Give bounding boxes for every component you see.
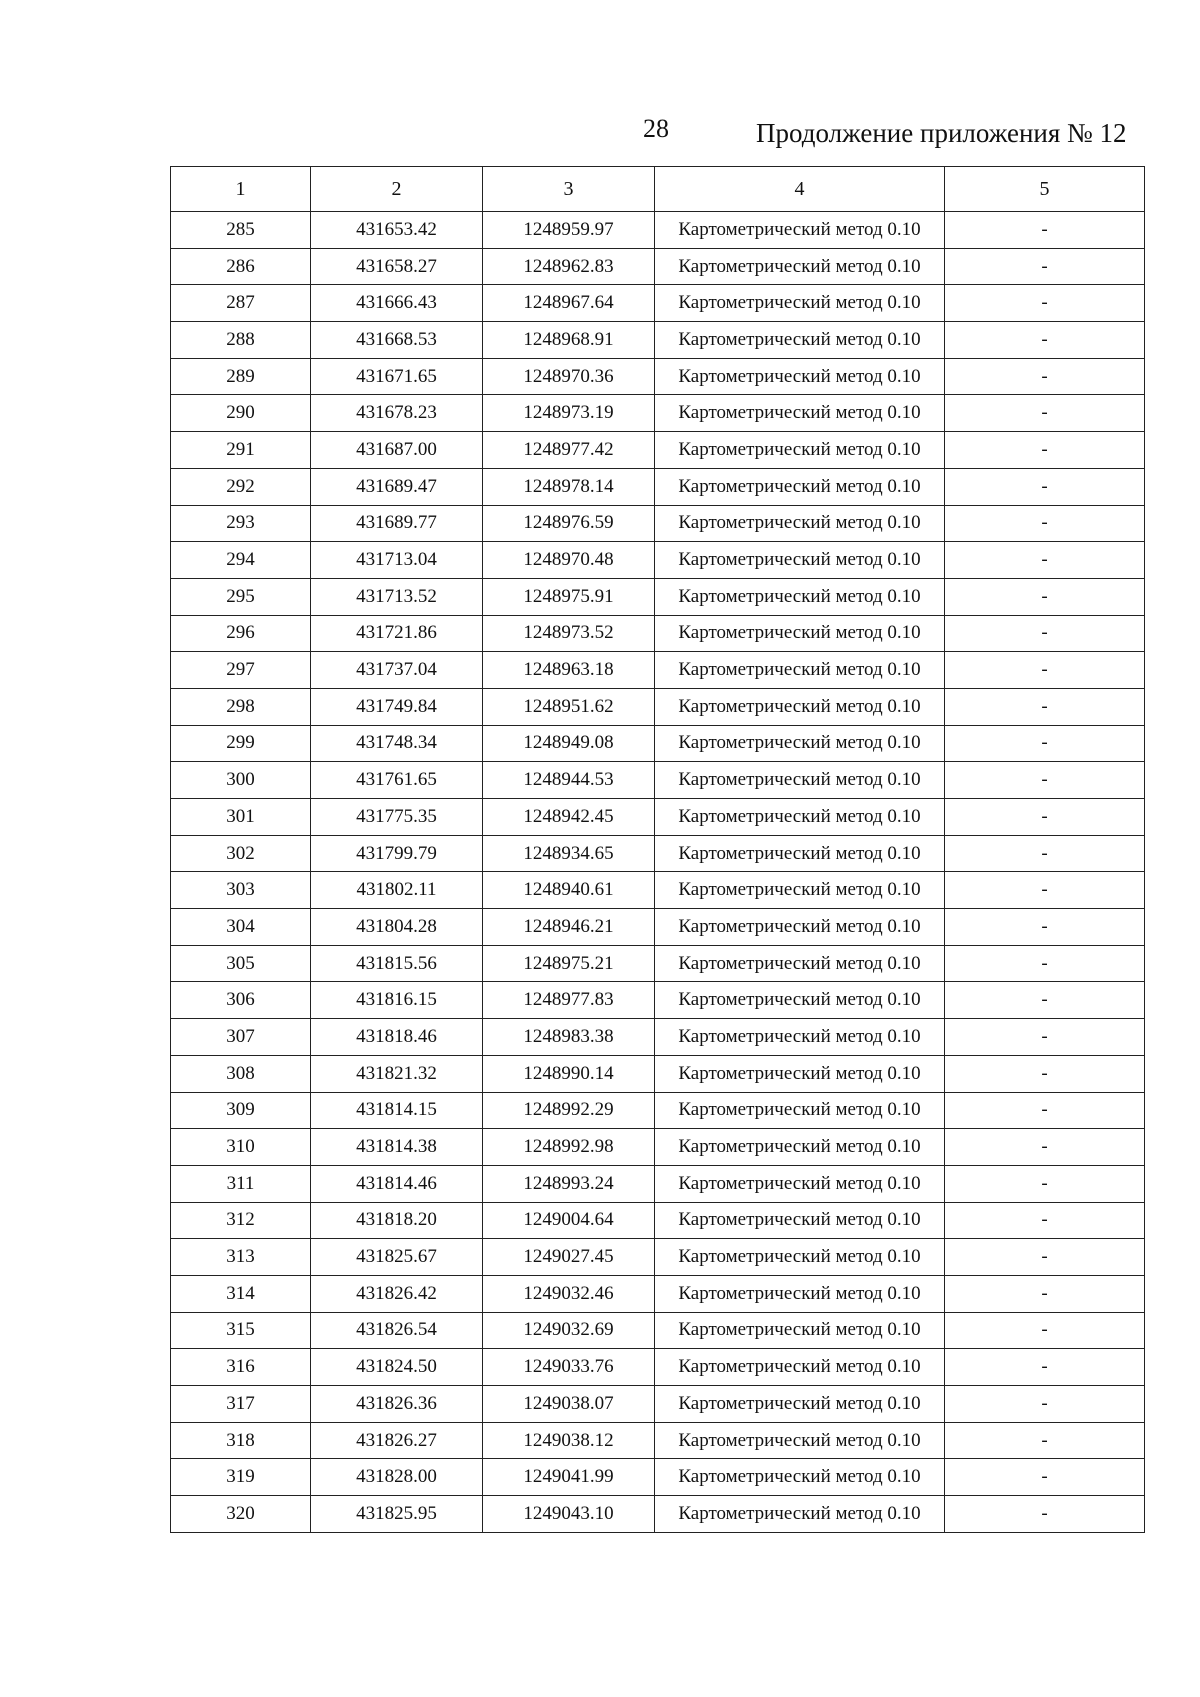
table-row [171, 688, 1145, 725]
column-header: 2 [311, 167, 483, 212]
y-coordinate-cell: 1248973.52 [483, 615, 655, 652]
point-number-cell: 292 [171, 468, 311, 505]
table-row [171, 285, 1145, 322]
y-coordinate-cell: 1248977.42 [483, 432, 655, 469]
y-coordinate-cell: 1248973.19 [483, 395, 655, 432]
method-cell: Картометрический метод 0.10 [655, 1092, 945, 1129]
table-row [171, 1459, 1145, 1496]
method-cell: Картометрический метод 0.10 [655, 542, 945, 579]
note-cell: - [945, 542, 1145, 579]
x-coordinate-cell: 431749.84 [311, 688, 483, 725]
table-row [171, 652, 1145, 689]
method-cell: Картометрический метод 0.10 [655, 358, 945, 395]
x-coordinate-cell: 431825.95 [311, 1496, 483, 1533]
y-coordinate-cell: 1249033.76 [483, 1349, 655, 1386]
x-coordinate-cell: 431737.04 [311, 652, 483, 689]
table-row [171, 578, 1145, 615]
x-coordinate-cell: 431818.46 [311, 1019, 483, 1056]
x-coordinate-cell: 431816.15 [311, 982, 483, 1019]
y-coordinate-cell: 1249038.12 [483, 1422, 655, 1459]
x-coordinate-cell: 431814.38 [311, 1129, 483, 1166]
x-coordinate-cell: 431826.42 [311, 1275, 483, 1312]
y-coordinate-cell: 1248944.53 [483, 762, 655, 799]
note-cell: - [945, 1055, 1145, 1092]
method-cell: Картометрический метод 0.10 [655, 1019, 945, 1056]
y-coordinate-cell: 1248967.64 [483, 285, 655, 322]
y-coordinate-cell: 1249043.10 [483, 1496, 655, 1533]
table-row [171, 1019, 1145, 1056]
x-coordinate-cell: 431821.32 [311, 1055, 483, 1092]
method-cell: Картометрический метод 0.10 [655, 395, 945, 432]
point-number-cell: 315 [171, 1312, 311, 1349]
method-cell: Картометрический метод 0.10 [655, 578, 945, 615]
method-cell: Картометрический метод 0.10 [655, 1422, 945, 1459]
point-number-cell: 305 [171, 945, 311, 982]
note-cell: - [945, 1459, 1145, 1496]
note-cell: - [945, 799, 1145, 836]
method-cell: Картометрический метод 0.10 [655, 1239, 945, 1276]
note-cell: - [945, 358, 1145, 395]
y-coordinate-cell: 1248993.24 [483, 1165, 655, 1202]
y-coordinate-cell: 1248942.45 [483, 799, 655, 836]
column-header: 3 [483, 167, 655, 212]
method-cell: Картометрический метод 0.10 [655, 1312, 945, 1349]
point-number-cell: 317 [171, 1386, 311, 1423]
method-cell: Картометрический метод 0.10 [655, 1129, 945, 1166]
note-cell: - [945, 762, 1145, 799]
point-number-cell: 298 [171, 688, 311, 725]
y-coordinate-cell: 1249027.45 [483, 1239, 655, 1276]
appendix-title: Продолжение приложения № 12 [756, 118, 1127, 148]
note-cell: - [945, 615, 1145, 652]
method-cell: Картометрический метод 0.10 [655, 1055, 945, 1092]
note-cell: - [945, 688, 1145, 725]
x-coordinate-cell: 431775.35 [311, 799, 483, 836]
x-coordinate-cell: 431826.54 [311, 1312, 483, 1349]
x-coordinate-cell: 431814.46 [311, 1165, 483, 1202]
x-coordinate-cell: 431658.27 [311, 248, 483, 285]
method-cell: Картометрический метод 0.10 [655, 1275, 945, 1312]
y-coordinate-cell: 1248946.21 [483, 909, 655, 946]
x-coordinate-cell: 431668.53 [311, 322, 483, 359]
y-coordinate-cell: 1248992.98 [483, 1129, 655, 1166]
point-number-cell: 293 [171, 505, 311, 542]
note-cell: - [945, 322, 1145, 359]
table-row [171, 1349, 1145, 1386]
table-row [171, 542, 1145, 579]
x-coordinate-cell: 431678.23 [311, 395, 483, 432]
table-row [171, 872, 1145, 909]
note-cell: - [945, 1202, 1145, 1239]
method-cell: Картометрический метод 0.10 [655, 799, 945, 836]
method-cell: Картометрический метод 0.10 [655, 725, 945, 762]
x-coordinate-cell: 431826.27 [311, 1422, 483, 1459]
table-row [171, 615, 1145, 652]
note-cell: - [945, 578, 1145, 615]
y-coordinate-cell: 1248978.14 [483, 468, 655, 505]
table-row [171, 322, 1145, 359]
point-number-cell: 307 [171, 1019, 311, 1056]
method-cell: Картометрический метод 0.10 [655, 1349, 945, 1386]
note-cell: - [945, 505, 1145, 542]
y-coordinate-cell: 1248949.08 [483, 725, 655, 762]
point-number-cell: 285 [171, 212, 311, 249]
note-cell: - [945, 982, 1145, 1019]
point-number-cell: 294 [171, 542, 311, 579]
point-number-cell: 313 [171, 1239, 311, 1276]
point-number-cell: 286 [171, 248, 311, 285]
table-row [171, 762, 1145, 799]
note-cell: - [945, 395, 1145, 432]
table-row [171, 1275, 1145, 1312]
method-cell: Картометрический метод 0.10 [655, 468, 945, 505]
note-cell: - [945, 432, 1145, 469]
page-number: 28 [643, 114, 669, 143]
y-coordinate-cell: 1249004.64 [483, 1202, 655, 1239]
x-coordinate-cell: 431814.15 [311, 1092, 483, 1129]
point-number-cell: 310 [171, 1129, 311, 1166]
x-coordinate-cell: 431721.86 [311, 615, 483, 652]
method-cell: Картометрический метод 0.10 [655, 762, 945, 799]
table-body [171, 212, 1145, 1533]
table-row [171, 432, 1145, 469]
method-cell: Картометрический метод 0.10 [655, 432, 945, 469]
note-cell: - [945, 1386, 1145, 1423]
note-cell: - [945, 1422, 1145, 1459]
table-row [171, 725, 1145, 762]
method-cell: Картометрический метод 0.10 [655, 1459, 945, 1496]
x-coordinate-cell: 431824.50 [311, 1349, 483, 1386]
table-row [171, 212, 1145, 249]
note-cell: - [945, 212, 1145, 249]
method-cell: Картометрический метод 0.10 [655, 1386, 945, 1423]
point-number-cell: 316 [171, 1349, 311, 1386]
x-coordinate-cell: 431799.79 [311, 835, 483, 872]
x-coordinate-cell: 431687.00 [311, 432, 483, 469]
y-coordinate-cell: 1248975.91 [483, 578, 655, 615]
note-cell: - [945, 1312, 1145, 1349]
table-row [171, 468, 1145, 505]
point-number-cell: 301 [171, 799, 311, 836]
method-cell: Картометрический метод 0.10 [655, 615, 945, 652]
y-coordinate-cell: 1249041.99 [483, 1459, 655, 1496]
note-cell: - [945, 248, 1145, 285]
y-coordinate-cell: 1248970.48 [483, 542, 655, 579]
y-coordinate-cell: 1249032.69 [483, 1312, 655, 1349]
x-coordinate-cell: 431818.20 [311, 1202, 483, 1239]
point-number-cell: 299 [171, 725, 311, 762]
point-number-cell: 314 [171, 1275, 311, 1312]
point-number-cell: 288 [171, 322, 311, 359]
y-coordinate-cell: 1248990.14 [483, 1055, 655, 1092]
table-row [171, 1055, 1145, 1092]
table-row [171, 909, 1145, 946]
note-cell: - [945, 1239, 1145, 1276]
note-cell: - [945, 1349, 1145, 1386]
table-row [171, 1129, 1145, 1166]
method-cell: Картометрический метод 0.10 [655, 248, 945, 285]
table-row [171, 395, 1145, 432]
note-cell: - [945, 909, 1145, 946]
column-header: 1 [171, 167, 311, 212]
table-row [171, 1386, 1145, 1423]
method-cell: Картометрический метод 0.10 [655, 1202, 945, 1239]
point-number-cell: 290 [171, 395, 311, 432]
point-number-cell: 306 [171, 982, 311, 1019]
table-row [171, 1202, 1145, 1239]
note-cell: - [945, 468, 1145, 505]
note-cell: - [945, 1275, 1145, 1312]
table-row [171, 1239, 1145, 1276]
point-number-cell: 303 [171, 872, 311, 909]
point-number-cell: 297 [171, 652, 311, 689]
note-cell: - [945, 1165, 1145, 1202]
table-row [171, 248, 1145, 285]
x-coordinate-cell: 431802.11 [311, 872, 483, 909]
table-row [171, 358, 1145, 395]
x-coordinate-cell: 431666.43 [311, 285, 483, 322]
note-cell: - [945, 1019, 1145, 1056]
y-coordinate-cell: 1248940.61 [483, 872, 655, 909]
method-cell: Картометрический метод 0.10 [655, 909, 945, 946]
note-cell: - [945, 725, 1145, 762]
x-coordinate-cell: 431689.77 [311, 505, 483, 542]
x-coordinate-cell: 431825.67 [311, 1239, 483, 1276]
y-coordinate-cell: 1248962.83 [483, 248, 655, 285]
point-number-cell: 291 [171, 432, 311, 469]
method-cell: Картометрический метод 0.10 [655, 1496, 945, 1533]
method-cell: Картометрический метод 0.10 [655, 212, 945, 249]
y-coordinate-cell: 1248976.59 [483, 505, 655, 542]
method-cell: Картометрический метод 0.10 [655, 652, 945, 689]
x-coordinate-cell: 431828.00 [311, 1459, 483, 1496]
point-number-cell: 312 [171, 1202, 311, 1239]
note-cell: - [945, 652, 1145, 689]
point-number-cell: 304 [171, 909, 311, 946]
point-number-cell: 287 [171, 285, 311, 322]
note-cell: - [945, 835, 1145, 872]
x-coordinate-cell: 431815.56 [311, 945, 483, 982]
x-coordinate-cell: 431653.42 [311, 212, 483, 249]
y-coordinate-cell: 1248970.36 [483, 358, 655, 395]
y-coordinate-cell: 1248975.21 [483, 945, 655, 982]
note-cell: - [945, 945, 1145, 982]
column-header: 5 [945, 167, 1145, 212]
table-row [171, 1422, 1145, 1459]
table-row [171, 1165, 1145, 1202]
point-number-cell: 308 [171, 1055, 311, 1092]
table-row [171, 505, 1145, 542]
y-coordinate-cell: 1248968.91 [483, 322, 655, 359]
table-row [171, 982, 1145, 1019]
y-coordinate-cell: 1248959.97 [483, 212, 655, 249]
method-cell: Картометрический метод 0.10 [655, 688, 945, 725]
y-coordinate-cell: 1248951.62 [483, 688, 655, 725]
point-number-cell: 311 [171, 1165, 311, 1202]
table-row [171, 1092, 1145, 1129]
table-row [171, 1312, 1145, 1349]
method-cell: Картометрический метод 0.10 [655, 872, 945, 909]
point-number-cell: 320 [171, 1496, 311, 1533]
method-cell: Картометрический метод 0.10 [655, 945, 945, 982]
y-coordinate-cell: 1248983.38 [483, 1019, 655, 1056]
table-row [171, 799, 1145, 836]
y-coordinate-cell: 1248977.83 [483, 982, 655, 1019]
table-row [171, 945, 1145, 982]
point-number-cell: 302 [171, 835, 311, 872]
point-number-cell: 319 [171, 1459, 311, 1496]
note-cell: - [945, 1092, 1145, 1129]
point-number-cell: 289 [171, 358, 311, 395]
table-header-row [171, 167, 1145, 212]
note-cell: - [945, 872, 1145, 909]
column-header: 4 [655, 167, 945, 212]
y-coordinate-cell: 1249032.46 [483, 1275, 655, 1312]
point-number-cell: 300 [171, 762, 311, 799]
x-coordinate-cell: 431761.65 [311, 762, 483, 799]
x-coordinate-cell: 431748.34 [311, 725, 483, 762]
method-cell: Картометрический метод 0.10 [655, 982, 945, 1019]
coordinates-table [170, 166, 1145, 1533]
table-row [171, 835, 1145, 872]
point-number-cell: 309 [171, 1092, 311, 1129]
note-cell: - [945, 1129, 1145, 1166]
point-number-cell: 318 [171, 1422, 311, 1459]
x-coordinate-cell: 431689.47 [311, 468, 483, 505]
method-cell: Картометрический метод 0.10 [655, 285, 945, 322]
x-coordinate-cell: 431804.28 [311, 909, 483, 946]
y-coordinate-cell: 1248934.65 [483, 835, 655, 872]
point-number-cell: 295 [171, 578, 311, 615]
y-coordinate-cell: 1248992.29 [483, 1092, 655, 1129]
x-coordinate-cell: 431713.52 [311, 578, 483, 615]
x-coordinate-cell: 431826.36 [311, 1386, 483, 1423]
method-cell: Картометрический метод 0.10 [655, 1165, 945, 1202]
note-cell: - [945, 1496, 1145, 1533]
note-cell: - [945, 285, 1145, 322]
method-cell: Картометрический метод 0.10 [655, 835, 945, 872]
method-cell: Картометрический метод 0.10 [655, 505, 945, 542]
point-number-cell: 296 [171, 615, 311, 652]
x-coordinate-cell: 431713.04 [311, 542, 483, 579]
table-row [171, 1496, 1145, 1533]
x-coordinate-cell: 431671.65 [311, 358, 483, 395]
method-cell: Картометрический метод 0.10 [655, 322, 945, 359]
y-coordinate-cell: 1249038.07 [483, 1386, 655, 1423]
y-coordinate-cell: 1248963.18 [483, 652, 655, 689]
